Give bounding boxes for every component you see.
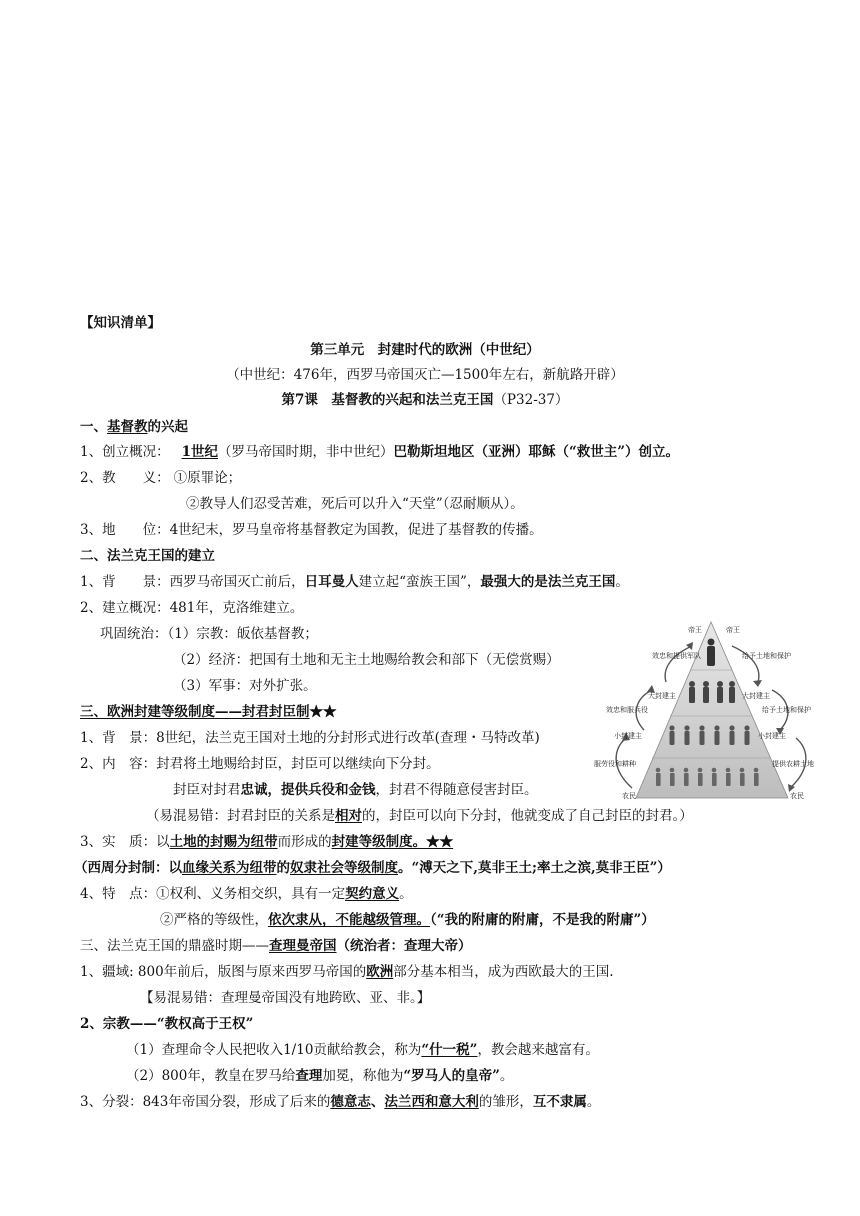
s3-line-6 <box>74 859 671 877</box>
s3-l6-mid: 的 <box>276 860 290 876</box>
label-land-protect-1: 给予土地和保护 <box>742 652 791 660</box>
s4-line-2: 【易混易错：查理曼帝国没有地跨欧、亚、非。】 <box>140 990 431 1006</box>
s3-l5-mid: 而形成的 <box>277 834 332 850</box>
s2-l1-b1: 日耳曼人 <box>304 574 359 590</box>
s1-line-2 <box>80 469 241 487</box>
label-big-lord-left: 大封建主 <box>648 692 676 700</box>
s3-l6-end: 。“溥天之下,莫非王土;率土之滨,莫非王臣”） <box>398 860 671 876</box>
s4-l1-pre: 1、疆域: 800年前后，版图与原来西罗马帝国的 <box>80 964 367 980</box>
s4-heading-end: （统治者：查理大帝） <box>336 938 472 954</box>
s4-l4-end: ，教会越来越富有。 <box>477 1042 599 1058</box>
lesson-pages: （P32-37） <box>493 392 569 408</box>
s1-line-1 <box>80 443 679 461</box>
s3-l8-pre: ②严格的等级性， <box>160 912 268 928</box>
s3-l3-pre: 封臣对封君 <box>173 782 241 798</box>
s2-line-2: 2、建立概况：481年，克洛维建立。 <box>80 600 304 616</box>
s2-l1-mid: 建立起“蛮族王国”， <box>358 574 481 590</box>
s1-l2-label: 2、教 义： <box>80 470 170 486</box>
s3-l7-end: 。 <box>399 886 413 902</box>
label-serve-farmland: 提供农耕土地 <box>772 760 814 768</box>
s1-line-2b: ②教导人们忍受苦难，死后可以升入“天堂”（忍耐顺从）。 <box>186 496 524 512</box>
s2-line-3: 巩固统治：（1）宗教：皈依基督教； <box>100 626 318 642</box>
s2-line-5: （3）军事：对外扩张。 <box>173 678 317 694</box>
s4-line-3: 2、宗教——“教权高于王权” <box>80 1016 254 1032</box>
label-peasant-left: 农民 <box>622 792 636 800</box>
unit-subtitle: （中世纪：476年，西罗马帝国灭亡—1500年左右，新航路开辟） <box>226 367 624 383</box>
s4-l6-mid: 的雏形， <box>478 1094 533 1110</box>
s4-heading-key: 查理曼帝国 <box>269 938 337 954</box>
s3-line-8 <box>160 911 655 929</box>
s4-l1-key: 欧洲 <box>366 964 394 980</box>
s3-line-2: 2、内 容：封君将土地赐给封臣，封臣可以继续向下分封。 <box>80 756 440 772</box>
s3-l6-key2: 奴隶社会等级制度 <box>290 860 398 876</box>
lesson-title <box>80 391 770 409</box>
s4-l5-key: 查理 <box>295 1068 323 1084</box>
s2-line-1 <box>80 573 629 591</box>
s4-line-4 <box>126 1041 599 1059</box>
s3-l5-pre: 3、实 质：以 <box>80 834 170 850</box>
section-3-heading <box>80 703 337 721</box>
s3-l4-end: 的，封臣可以向下分封，他就变成了自己封臣的封君。） <box>362 808 693 824</box>
s3-l5-key1: 土地的封赐为纽带 <box>169 834 278 850</box>
s1-l1-key: 1世纪 <box>181 444 218 460</box>
s3-l8-end: （“我的附庸的附庸，不是我的附庸”） <box>430 912 655 928</box>
king-figure <box>707 639 715 667</box>
s2-line-4: （2）经济：把国有土地和无主土地赐给教会和部下（无偿赏赐） <box>173 652 560 668</box>
s1-l1-label: 1、创立概况： <box>80 444 170 460</box>
s4-l5-end: 。 <box>499 1068 514 1084</box>
s3-line-3 <box>173 781 538 799</box>
s4-l6-end: 。 <box>586 1094 601 1110</box>
s1-heading-pre: 一、 <box>80 419 107 435</box>
label-labor: 服劳役和耕种 <box>594 760 636 768</box>
s3-l7-key: 契约意义 <box>345 886 400 902</box>
s3-l3-end: ，封君不得随意侵害封臣。 <box>375 782 538 798</box>
s3-l7-pre: 4、特 点：①权利、义务相交织，具有一定 <box>80 886 346 902</box>
label-loyal-military: 效忠和提供军队 <box>652 652 701 660</box>
s3-line-5 <box>80 833 453 851</box>
lesson-name: 第7课 基督教的兴起和法兰克王国 <box>281 392 494 408</box>
s2-l1-b2: 最强大的是法兰克王国 <box>480 574 616 590</box>
s3-l6-key1: 血缘关系为纽带 <box>182 860 277 876</box>
s4-l6-k3: 互不隶属 <box>532 1094 587 1110</box>
label-king-right: 帝王 <box>726 626 740 634</box>
s3-line-7 <box>80 885 413 903</box>
s1-heading-key: 基督教 <box>107 419 148 435</box>
s4-l6-k1: 德意志 <box>330 1094 371 1110</box>
s4-line-1 <box>80 963 614 981</box>
section-1-heading <box>80 418 188 436</box>
s3-l8-key: 依次隶从，不能越级管理。 <box>268 912 430 928</box>
s3-l3-b1: 忠诚 <box>240 782 268 798</box>
s2-l1-pre: 1、背 景：西罗马帝国灭亡前后， <box>80 574 305 590</box>
feudal-pyramid-diagram <box>592 620 830 802</box>
s2-l1-end: 。 <box>615 574 629 590</box>
s4-l5-pre: （2）800年，教皇在罗马给 <box>126 1068 296 1084</box>
s3-l3-b2: ，提供兵役和金钱 <box>267 782 376 798</box>
label-small-lord-left: 小封建主 <box>614 732 642 740</box>
s4-line-6 <box>80 1093 600 1111</box>
s1-l1-bold: 巴勒斯坦地区（亚洲）耶稣（“救世主”）创立。 <box>393 444 680 460</box>
s4-line-5 <box>126 1067 513 1085</box>
s4-heading-pre: 三、法兰克王国的鼎盛时期—— <box>80 938 269 954</box>
s4-l5-mid: 加冕，称他为 <box>322 1068 404 1084</box>
label-big-lord-right: 大封建主 <box>742 692 770 700</box>
s3-l6-pre: （西周分封制：以 <box>74 860 182 876</box>
s4-l5-key2: “罗马人的皇帝” <box>403 1068 500 1084</box>
s4-l6-k2: 法兰西和意大利 <box>384 1094 479 1110</box>
s3-heading-text: 三、欧洲封建等级制度——封君封臣制 <box>80 704 310 720</box>
label-loyal-service: 效忠和服兵役 <box>606 706 648 714</box>
section-4-heading <box>80 937 472 955</box>
s1-heading-post: 的兴起 <box>147 419 188 435</box>
s3-line-1: 1、背 景：8世纪，法兰克王国对土地的分封形式进行改革(查理・马特改革) <box>80 730 540 746</box>
s3-l4-key: 相对 <box>335 808 362 824</box>
s4-l6-sep: 、 <box>370 1094 385 1110</box>
label-peasant-right: 农民 <box>790 792 804 800</box>
s3-l5-key2: 封建等级制度。★★ <box>331 834 454 850</box>
s1-line-3: 3、地 位：4世纪末，罗马皇帝将基督教定为国教，促进了基督教的传播。 <box>80 522 543 538</box>
s4-l1-end: 部分基本相当，成为西欧最大的王国. <box>393 964 614 980</box>
s4-l4-key: “什一税” <box>421 1042 478 1058</box>
unit-title: 第三单元 封建时代的欧洲（中世纪） <box>310 342 540 358</box>
label-land-protect-2: 给予土地和保护 <box>762 706 811 714</box>
section-header-label: 【知识清单】 <box>80 315 161 331</box>
s4-l6-pre: 3、分裂：843年帝国分裂，形成了后来的 <box>80 1094 331 1110</box>
label-small-lord-right: 小封建主 <box>758 732 786 740</box>
label-king-left: 帝王 <box>688 626 702 634</box>
s3-l4-pre: （易混易错：封君封臣的关系是 <box>146 808 335 824</box>
s3-heading-stars: ★★ <box>309 704 337 720</box>
s3-line-4 <box>146 807 693 825</box>
section-2-heading: 二、法兰克王国的建立 <box>80 548 215 564</box>
s1-l2-a: ①原罪论； <box>173 470 242 486</box>
s1-l1-mid: （罗马帝国时期，非中世纪） <box>218 444 394 460</box>
s4-l4-pre: （1）查理命令人民把收入1/10贡献给教会，称为 <box>126 1042 422 1058</box>
